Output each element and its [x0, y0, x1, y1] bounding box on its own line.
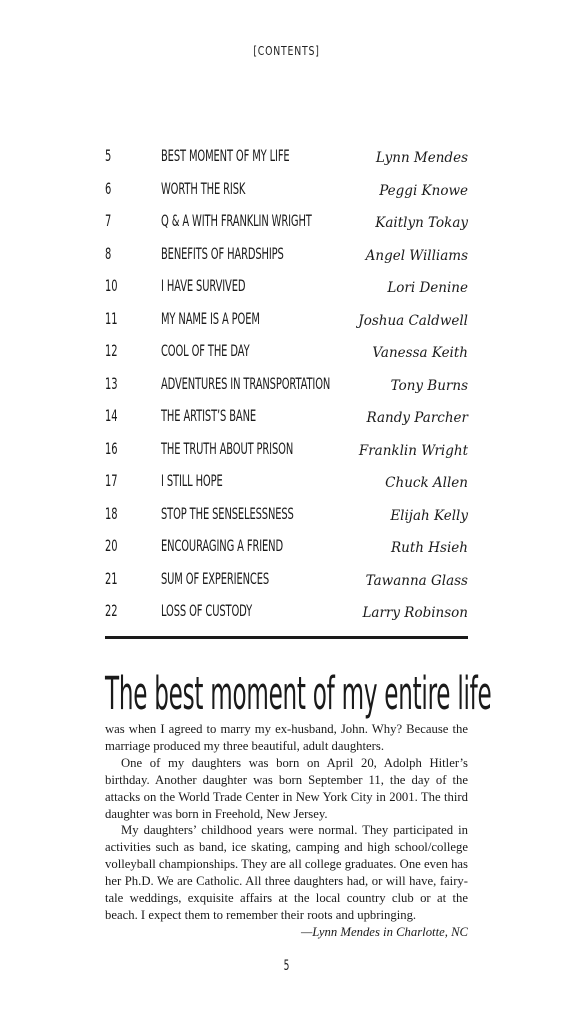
table-of-contents: [105, 143, 468, 631]
toc-title: THE TRUTH ABOUT PRISON: [161, 438, 294, 458]
toc-entry[interactable]: [105, 501, 468, 534]
toc-entry[interactable]: [105, 273, 468, 306]
toc-title: SUM OF EXPERIENCES: [161, 568, 270, 588]
toc-page-number: 10: [105, 276, 118, 295]
toc-page-number: 16: [105, 438, 118, 458]
toc-page-number: 8: [105, 243, 112, 263]
toc-entry[interactable]: [105, 143, 468, 176]
page-number: 5: [283, 958, 290, 974]
article-signature: —Lynn Mendes in Charlotte, NC: [300, 924, 468, 939]
toc-entry[interactable]: [105, 208, 468, 241]
toc-title: I STILL HOPE: [161, 471, 223, 490]
toc-title: I HAVE SURVIVED: [161, 276, 246, 295]
toc-author: Chuck Allen: [385, 475, 468, 491]
toc-title: BENEFITS OF HARDSHIPS: [161, 243, 284, 263]
toc-entry[interactable]: [105, 371, 468, 404]
article-headline-text: The best moment of my entire life: [105, 667, 492, 720]
toc-page-number: 11: [105, 308, 118, 328]
toc-page-number: 21: [105, 568, 118, 588]
toc-title: COOL OF THE DAY: [161, 341, 250, 360]
toc-title: ENCOURAGING A FRIEND: [161, 536, 283, 555]
toc-entry[interactable]: [105, 598, 468, 631]
toc-author: Lynn Mendes: [375, 150, 468, 166]
toc-title: ADVENTURES IN TRANSPORTATION: [161, 373, 331, 393]
toc-entry[interactable]: [105, 306, 468, 339]
toc-author: Randy Parcher: [366, 410, 468, 426]
toc-entry[interactable]: [105, 566, 468, 599]
toc-author: Joshua Caldwell: [358, 312, 468, 329]
toc-page-number: 14: [105, 406, 118, 425]
toc-author: Vanessa Keith: [372, 345, 468, 361]
toc-author: Ruth Hsieh: [391, 540, 468, 556]
toc-entry[interactable]: [105, 533, 468, 566]
article-paragraph: One of my daughters was born on April 20, Adolph Hitler’s birthday. Another daughter was born September 11, the day of the attacks on the World Trade Center in New York City in 2001. The third daughter was born in Freehold, New Jersey.: [105, 755, 468, 821]
toc-title: LOSS OF CUSTODY: [161, 601, 253, 620]
toc-title: WORTH THE RISK: [161, 178, 246, 198]
toc-page-number: 17: [105, 471, 118, 490]
toc-page-number: 22: [105, 601, 118, 620]
toc-page-number: 18: [105, 503, 118, 523]
toc-entry[interactable]: [105, 338, 468, 371]
toc-entry[interactable]: [105, 241, 468, 274]
toc-author: Lori Denine: [387, 280, 468, 296]
toc-author: Peggi Knowe: [379, 182, 468, 199]
toc-page-number: 12: [105, 341, 118, 360]
toc-author: Angel Williams: [365, 247, 468, 264]
toc-title: Q & A WITH FRANKLIN WRIGHT: [161, 211, 312, 230]
article-headline: [105, 667, 492, 720]
toc-author: Kaitlyn Tokay: [375, 215, 468, 231]
toc-page-number: 7: [105, 211, 112, 230]
toc-page-number: 20: [105, 536, 118, 555]
toc-author: Tony Burns: [390, 377, 468, 394]
toc-entry[interactable]: [105, 176, 468, 209]
toc-page-number: 13: [105, 373, 118, 393]
toc-page-number: 5: [105, 146, 112, 165]
contents-header: [CONTENTS]: [253, 44, 320, 58]
toc-title: MY NAME IS A POEM: [161, 308, 260, 328]
article-body: [105, 721, 468, 941]
toc-entry[interactable]: [105, 403, 468, 436]
toc-title: STOP THE SENSELESSNESS: [161, 503, 294, 523]
article-paragraph: My daughters’ childhood years were normal. They participated in activities such as band, ice skating, camping and high school/college volleyball championships. They are all college graduates. One even has her Ph.D. We are Catholic. All three daughters had, or will have, fairy-tale weddings, exquisite affairs at the local country club or at the beach. I expect them to remember their roots and upbringing.: [105, 823, 468, 922]
toc-author: Franklin Wright: [358, 442, 468, 459]
toc-author: Tawanna Glass: [365, 572, 468, 589]
toc-title: THE ARTIST’S BANE: [161, 406, 257, 425]
toc-author: Larry Robinson: [362, 605, 468, 621]
toc-entry[interactable]: [105, 436, 468, 469]
section-divider: [105, 636, 468, 639]
toc-entry[interactable]: [105, 468, 468, 501]
article-paragraph: was when I agreed to marry my ex-husband, John. Why? Because the marriage produced my three beautiful, adult daughters.: [105, 722, 468, 753]
toc-title: BEST MOMENT OF MY LIFE: [161, 146, 290, 165]
toc-page-number: 6: [105, 178, 112, 198]
toc-author: Elijah Kelly: [390, 507, 468, 524]
